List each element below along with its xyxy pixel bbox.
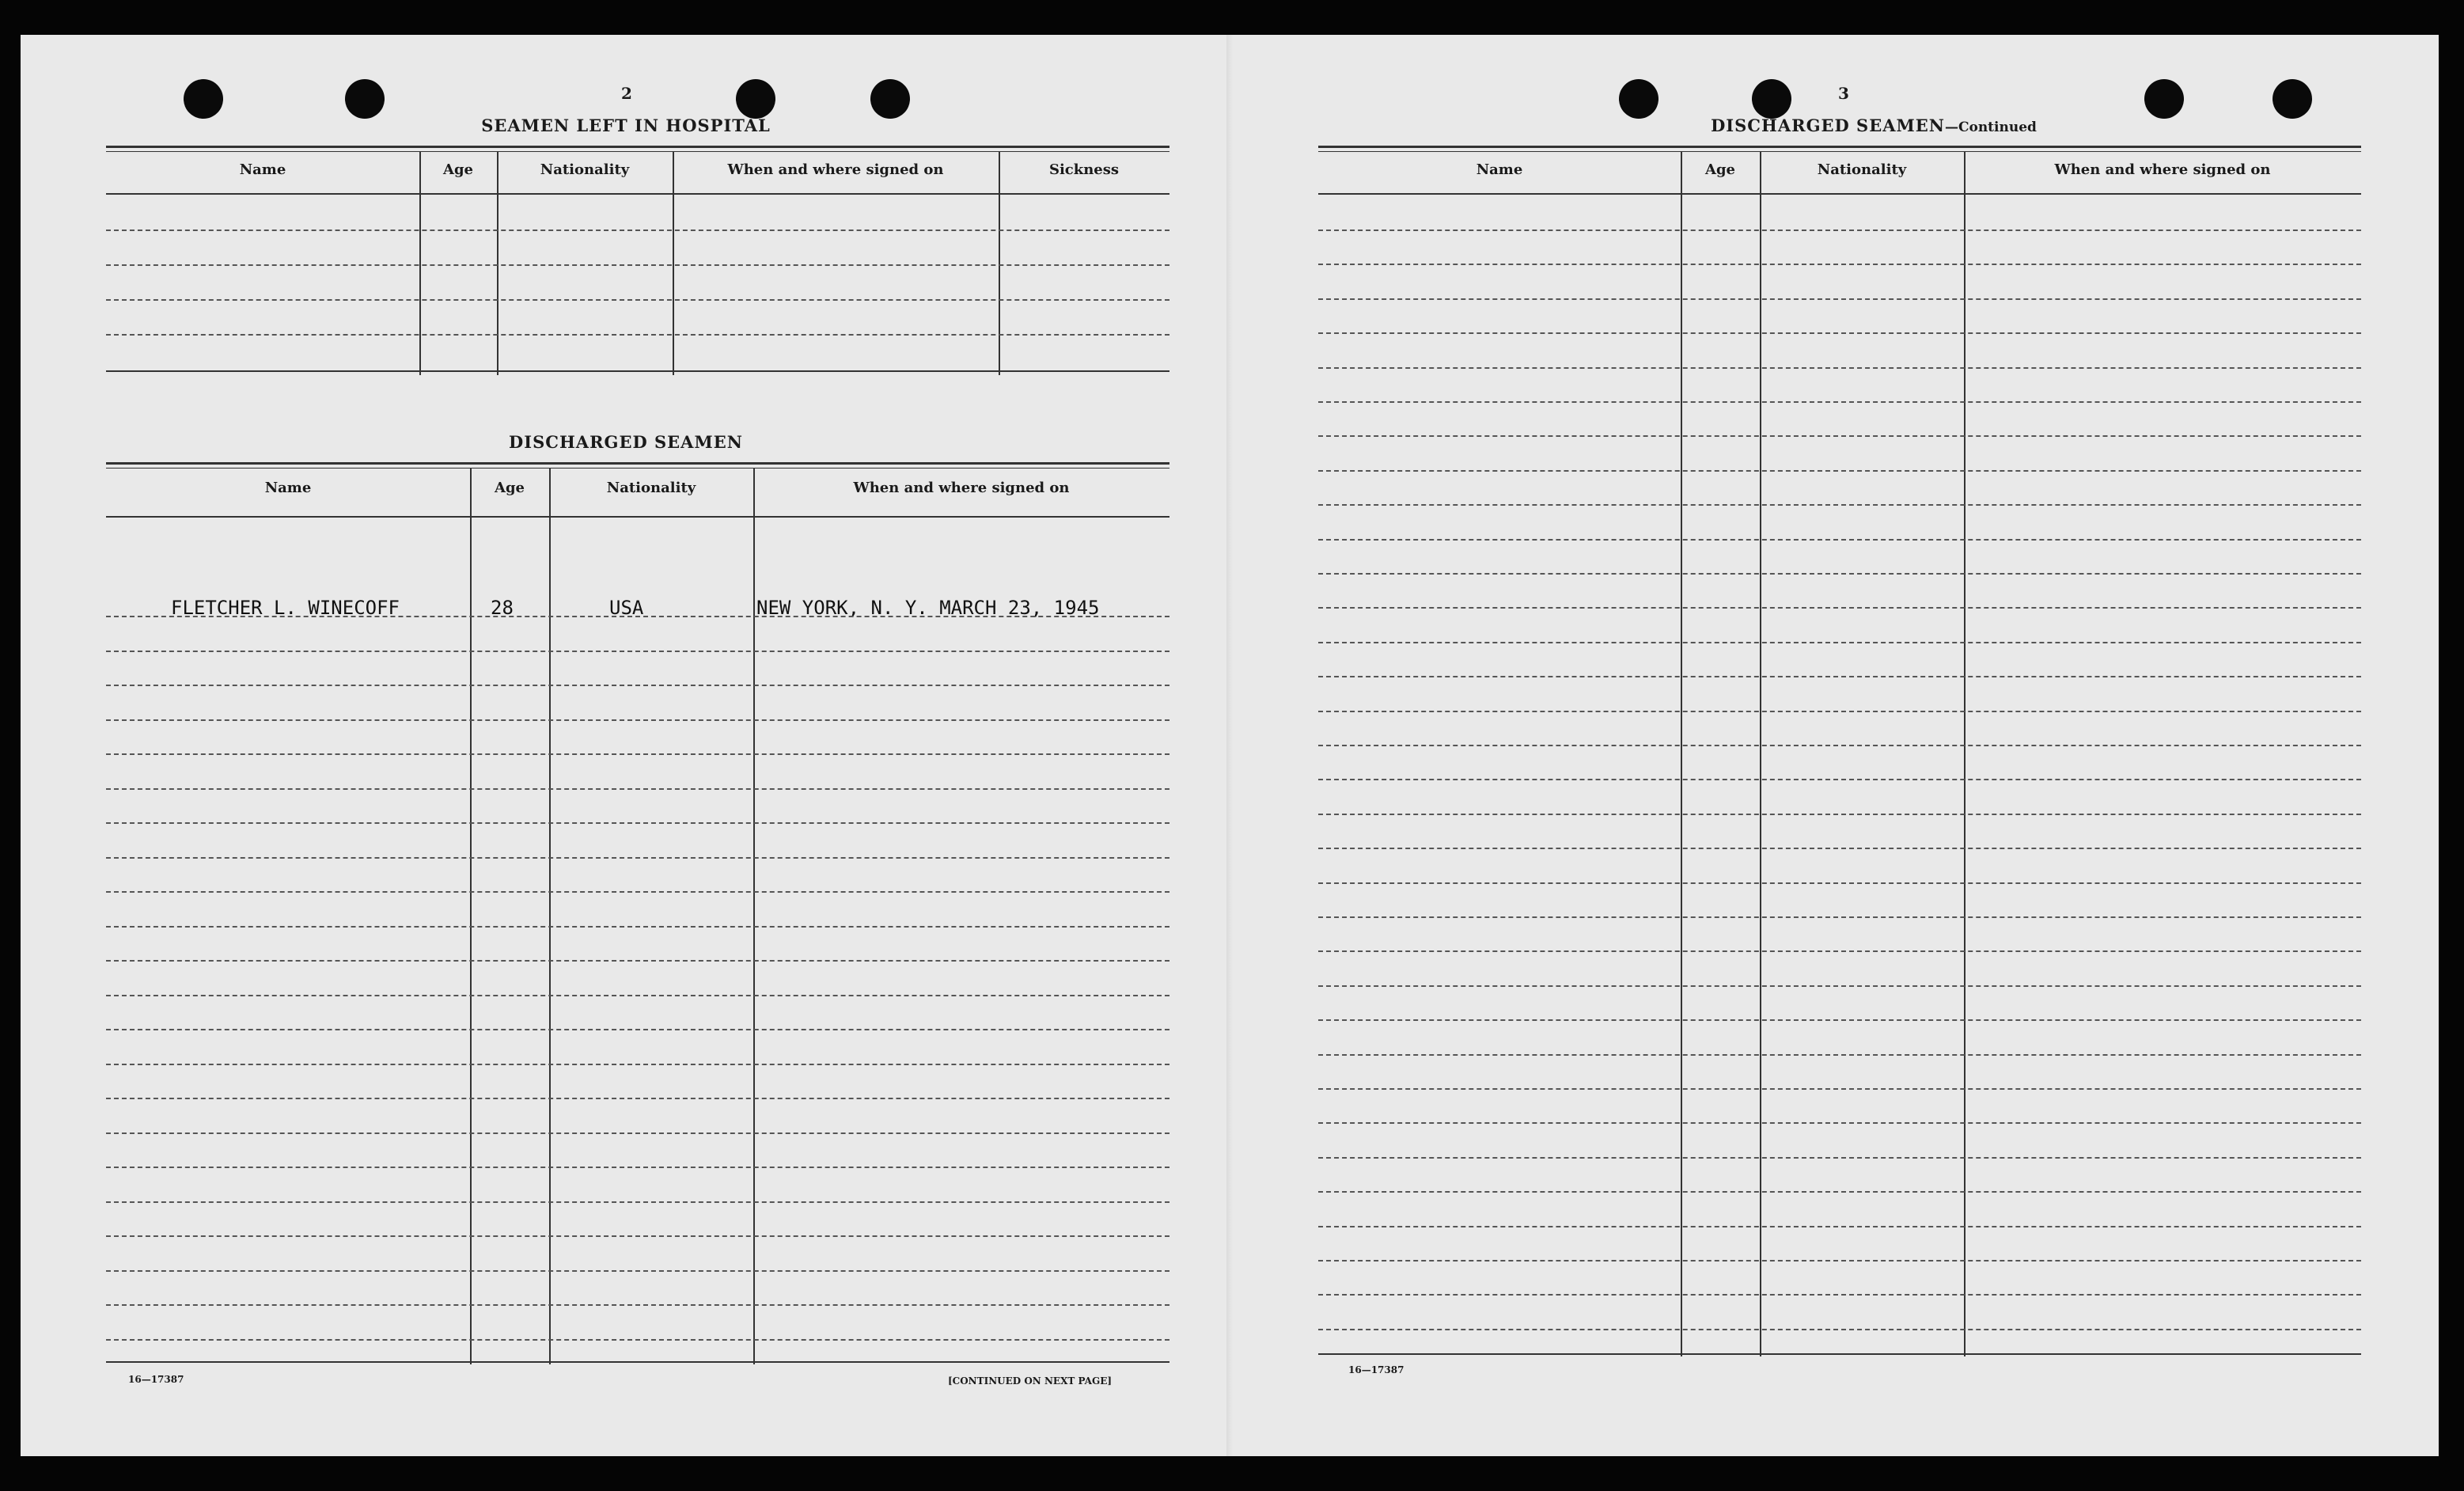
discharged-continued-table (1318, 146, 2361, 1356)
table-row (1318, 401, 2361, 403)
table-row (1318, 711, 2361, 712)
table-row (1318, 470, 2361, 472)
column-divider (999, 152, 1000, 375)
column-header-nationality: Nationality (1817, 161, 1907, 178)
table-row (1318, 573, 2361, 575)
discharged-table (106, 462, 1169, 1364)
table-row (106, 1339, 1169, 1341)
table-row (106, 1098, 1169, 1099)
section-title-suffix: —Continued (1944, 120, 2037, 135)
column-divider (419, 152, 421, 375)
column-header-sickness: Sickness (1048, 161, 1120, 178)
table-row (106, 857, 1169, 859)
table-row (1318, 779, 2361, 780)
table-row (1318, 1122, 2361, 1124)
table-row (106, 926, 1169, 928)
column-header-signed-on: When and where signed on (727, 161, 944, 178)
discharged-section-title: DISCHARGED SEAMEN (509, 432, 743, 452)
table-row (106, 719, 1169, 721)
table-row (106, 995, 1169, 996)
table-row (1318, 504, 2361, 506)
table-row (1318, 916, 2361, 918)
table-row (1318, 1054, 2361, 1056)
table-row (106, 1235, 1169, 1237)
column-header-signed-on: When and where signed on (2054, 161, 2271, 178)
table-row (1318, 607, 2361, 609)
table-row (106, 264, 1169, 266)
table-row (1318, 1260, 2361, 1261)
column-header-signed-on: When and where signed on (853, 480, 1070, 496)
table-row (1318, 985, 2361, 987)
column-header-nationality: Nationality (540, 161, 630, 178)
seaman-age: 28 (491, 597, 514, 619)
column-divider (673, 152, 674, 375)
column-header-age: Age (494, 480, 525, 496)
table-row (1318, 367, 2361, 369)
table-top-rule (106, 462, 1169, 469)
table-row (1318, 332, 2361, 334)
table-bottom-rule (106, 370, 1169, 372)
table-row (106, 1029, 1169, 1030)
table-row (1318, 950, 2361, 952)
column-divider (470, 469, 472, 1364)
header-underline (1318, 193, 2361, 195)
column-divider (497, 152, 498, 375)
hospital-section-title: SEAMEN LEFT IN HOSPITAL (481, 116, 771, 135)
table-bottom-rule (1318, 1353, 2361, 1355)
seaman-name: FLETCHER L. WINECOFF (171, 597, 400, 619)
page-number: 3 (1838, 84, 1849, 103)
table-row (106, 891, 1169, 893)
table-row (106, 299, 1169, 301)
document-sheet (21, 35, 2439, 1456)
table-row (106, 685, 1169, 686)
table-row (106, 616, 1169, 617)
table-row (1318, 435, 2361, 437)
form-number: 16—17387 (128, 1374, 184, 1385)
table-row (1318, 1329, 2361, 1330)
continued-note: [CONTINUED ON NEXT PAGE] (948, 1375, 1113, 1387)
table-row (106, 1201, 1169, 1203)
table-top-rule (1318, 146, 2361, 152)
table-row (106, 753, 1169, 755)
table-row (1318, 882, 2361, 884)
column-header-age: Age (1704, 161, 1735, 178)
section-title-main: DISCHARGED SEAMEN (1711, 116, 1945, 135)
form-number: 16—17387 (1348, 1364, 1404, 1375)
table-row (106, 1304, 1169, 1306)
column-header-name: Name (1476, 161, 1523, 178)
page-number: 2 (621, 84, 632, 103)
table-bottom-rule (106, 1361, 1169, 1363)
column-header-name: Name (239, 161, 286, 178)
table-row (106, 230, 1169, 231)
table-row (106, 651, 1169, 652)
column-header-name: Name (264, 480, 312, 496)
column-divider (549, 469, 551, 1364)
table-row (106, 822, 1169, 824)
left-page (21, 35, 1226, 1456)
header-underline (106, 516, 1169, 518)
table-row (1318, 642, 2361, 643)
table-row (1318, 1226, 2361, 1227)
table-row (106, 1167, 1169, 1168)
table-row (1318, 1157, 2361, 1159)
hospital-table (106, 146, 1169, 375)
table-row (1318, 264, 2361, 265)
table-row (1318, 1191, 2361, 1193)
section-title (1597, 116, 2151, 135)
table-row (106, 1132, 1169, 1134)
table-row (106, 1270, 1169, 1272)
table-row (1318, 745, 2361, 746)
table-row (1318, 1088, 2361, 1090)
table-row (1318, 539, 2361, 541)
table-row (1318, 298, 2361, 300)
table-row (106, 788, 1169, 790)
table-row (1318, 848, 2361, 849)
table-row (1318, 814, 2361, 815)
column-header-nationality: Nationality (606, 480, 696, 496)
table-row (106, 960, 1169, 962)
table-top-rule (106, 146, 1169, 152)
table-row (1318, 230, 2361, 231)
column-divider (753, 469, 755, 1364)
table-row (1318, 676, 2361, 677)
table-row (106, 334, 1169, 336)
seaman-nationality: USA (609, 597, 644, 619)
table-row (1318, 1294, 2361, 1296)
seaman-signed-on: NEW YORK, N. Y. MARCH 23, 1945 (756, 597, 1100, 619)
right-page (1233, 35, 2439, 1456)
column-header-age: Age (442, 161, 473, 178)
header-underline (106, 193, 1169, 195)
table-row (106, 1064, 1169, 1065)
table-row (1318, 1019, 2361, 1021)
